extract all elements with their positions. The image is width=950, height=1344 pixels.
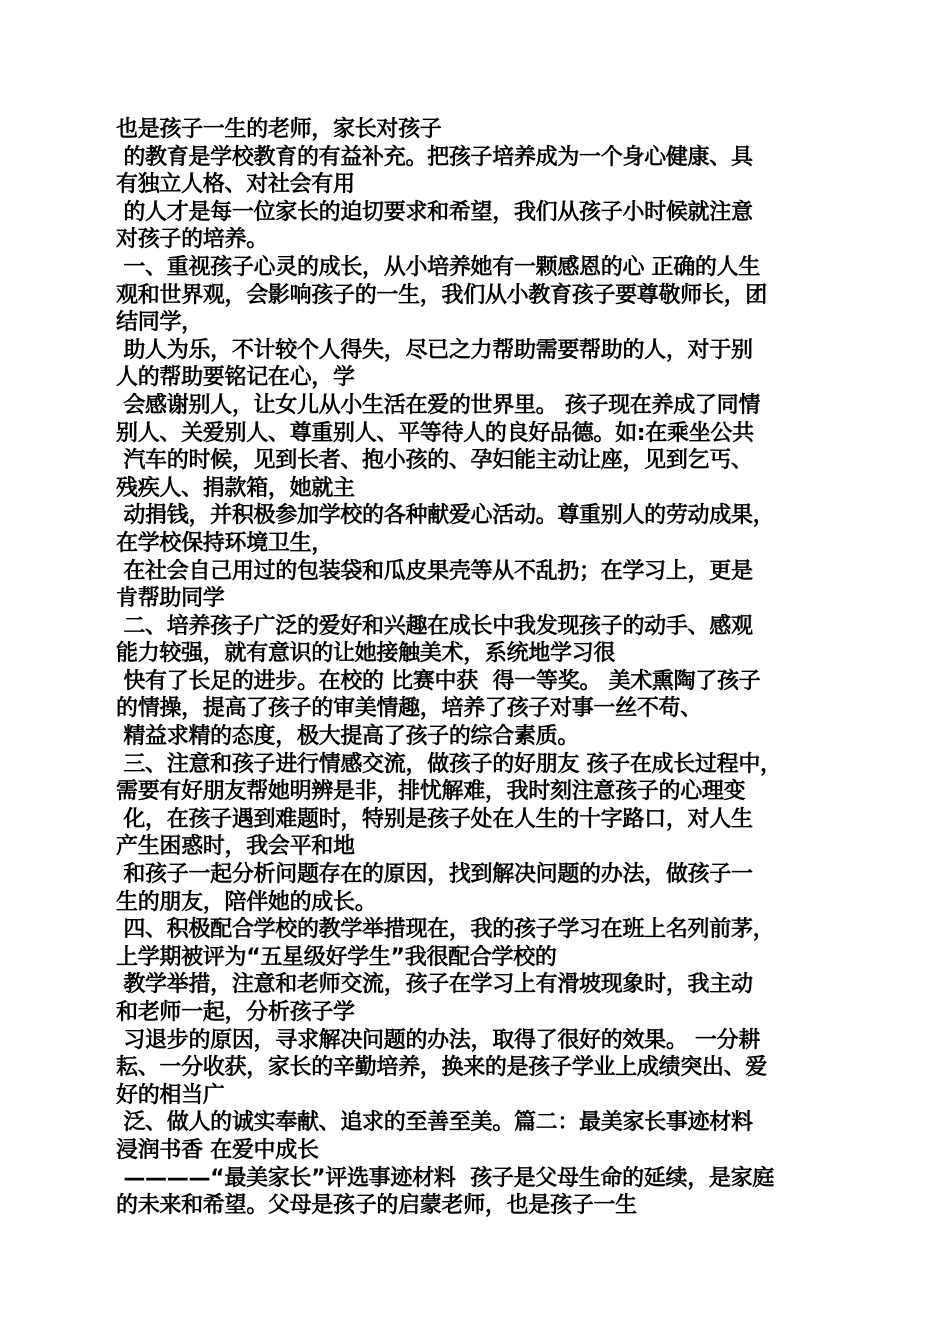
text-line: 产生困惑时，我会平和地	[116, 834, 355, 860]
text-line: 的教育是学校教育的有益补充。把孩子培养成为一个身心健康、具	[116, 144, 753, 170]
text-line: 助人为乐，不计较个人得失，尽已之力帮助需要帮助的人，对于别	[116, 337, 753, 363]
text-line: 快有了长足的进步。在校的 比赛中获 得一等奖。 美术熏陶了孩子	[116, 668, 761, 694]
text-line: 的未来和希望。父母是孩子的启蒙老师，也是孩子一生	[116, 1193, 637, 1219]
text-line: 上学期被评为“五星级好学生”我很配合学校的	[116, 944, 557, 970]
text-line: 三、注意和孩子进行情感交流，做孩子的好朋友 孩子在成长过程中，	[116, 751, 782, 777]
text-line: 在学校保持环境卫生，	[116, 530, 334, 556]
text-line: 观和世界观，会影响孩子的一生，我们从小教育孩子要尊敬师长，团	[116, 282, 768, 308]
text-line: 别人、关爱别人、尊重别人、平等待人的良好品德。如:在乘坐公共	[116, 420, 754, 446]
text-line: ————“最美家长”评选事迹材料 孩子是父母生命的延续，是家庭	[116, 1165, 774, 1191]
text-line: 四、积极配合学校的教学举措现在，我的孩子学习在班上名列前茅，	[116, 917, 775, 943]
text-line: 和老师一起，分析孩子学	[116, 1000, 355, 1025]
text-line: 在社会自己用过的包装袋和瓜皮果壳等从不乱扔；在学习上，更是	[116, 558, 753, 584]
text-line: 需要有好朋友帮她明辨是非，排忧解难，我时刻注意孩子的心理变	[116, 779, 746, 805]
text-line: 化，在孩子遇到难题时，特别是孩子处在人生的十字路口，对人生	[116, 806, 753, 832]
text-line: 生的朋友，陪伴她的成长。	[116, 889, 377, 915]
text-line: 泛、做人的诚实奉献、追求的至善至美。篇二：最美家长事迹材料	[116, 1110, 753, 1136]
text-line: 有独立人格、对社会有用	[116, 172, 355, 198]
text-line: 对孩子的培养。	[116, 227, 268, 253]
text-line: 习退步的原因，寻求解决问题的办法，取得了很好的效果。 一分耕	[116, 1027, 761, 1053]
text-line: 一、重视孩子心灵的成长，从小培养她有一颗感恩的心 正确的人生	[116, 254, 761, 280]
text-line: 肯帮助同学	[116, 586, 225, 612]
text-line: 二、培养孩子广泛的爱好和兴趣在成长中我发现孩子的动手、感观	[116, 613, 753, 639]
text-line: 的人才是每一位家长的迫切要求和希望，我们从孩子小时候就注意	[116, 199, 753, 225]
text-line: 浸润书香 在爱中成长	[116, 1137, 319, 1163]
document-page	[116, 116, 836, 1220]
text-line: 也是孩子一生的老师，家长对孩子	[116, 117, 442, 142]
text-line: 会感谢别人，让女儿从小生活在爱的世界里。 孩子现在养成了同情	[116, 392, 761, 418]
text-line: 汽车的时候，见到长者、抱小孩的、孕妇能主动让座，见到乞丐、	[116, 448, 753, 474]
text-line: 和孩子一起分析问题存在的原因，找到解决问题的办法，做孩子一	[116, 862, 753, 888]
text-line: 精益求精的态度，极大提高了孩子的综合素质。	[116, 724, 580, 750]
text-line: 的情操，提高了孩子的审美情趣，培养了孩子对事一丝不苟、	[116, 696, 702, 722]
text-line: 好的相当广	[116, 1082, 225, 1108]
text-line: 耘、一分收获，家长的辛勤培养，换来的是孩子学业上成绩突出、爱	[116, 1055, 768, 1081]
text-line: 教学举措，注意和老师交流，孩子在学习上有滑坡现象时，我主动	[116, 972, 753, 998]
text-line: 残疾人、捐款箱，她就主	[116, 475, 355, 501]
text-line: 结同学，	[116, 310, 203, 336]
text-line: 能力较强，就有意识的让她接触美术，系统地学习很	[116, 641, 616, 667]
text-line: 动捐钱，并积极参加学校的各种献爱心活动。尊重别人的劳动成果，	[116, 503, 775, 529]
text-line: 人的帮助要铭记在心，学	[116, 365, 355, 391]
